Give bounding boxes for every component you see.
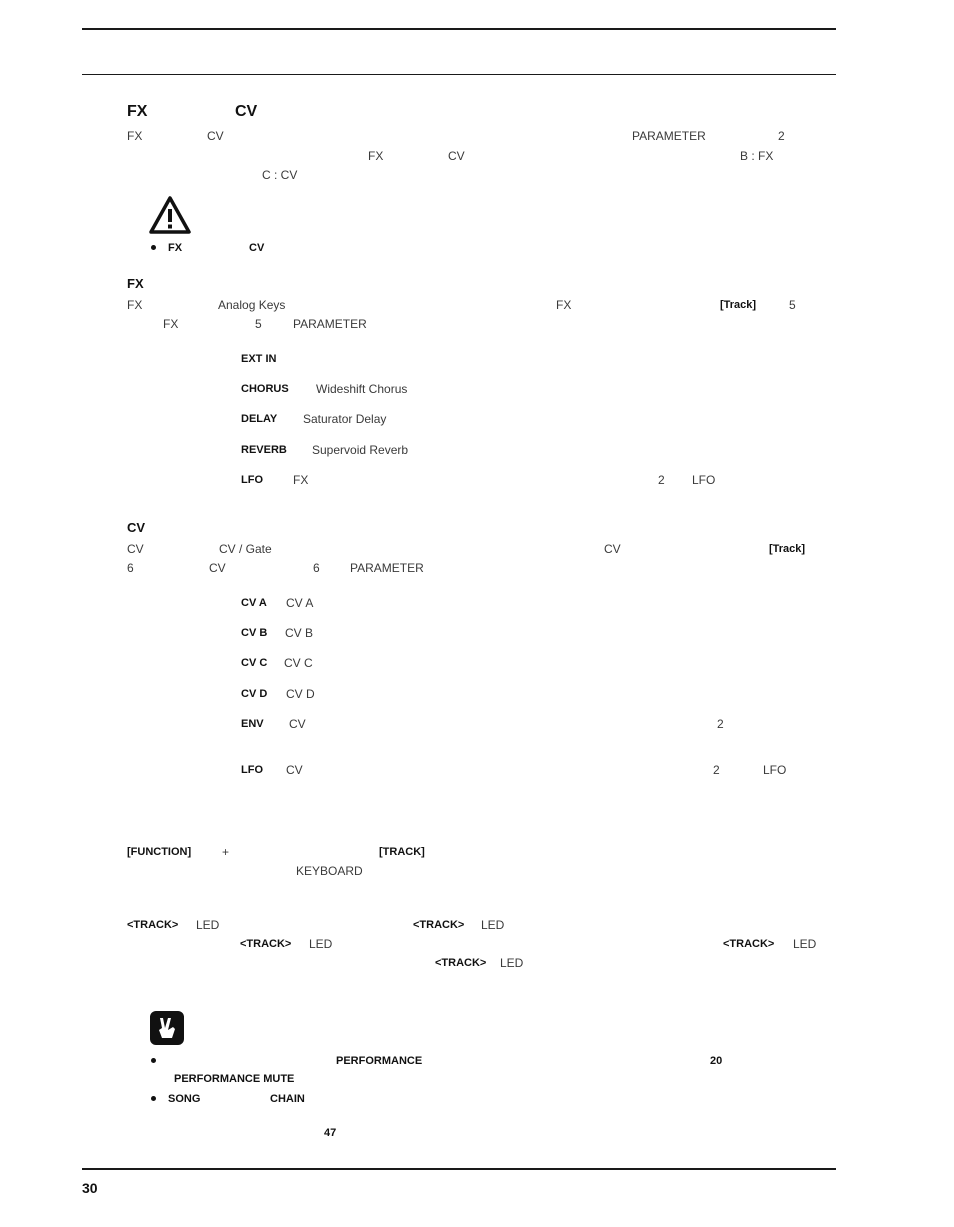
cv-para2-six: 6	[127, 561, 134, 575]
led-label: LED	[793, 937, 817, 951]
cv-item-key: CV A	[241, 597, 267, 609]
track-key: [TRACK]	[379, 846, 425, 858]
cv-item-lfo: LFO	[763, 763, 787, 777]
cv-item-value: CV	[286, 763, 303, 777]
cv-item-key: ENV	[241, 718, 264, 730]
function-key: [FUNCTION]	[127, 846, 192, 858]
header-bottom-rule	[82, 74, 836, 75]
led-label: LED	[481, 918, 505, 932]
fx-item-value: FX	[293, 473, 309, 487]
tip-performance-mute: PERFORMANCE MUTE	[174, 1073, 295, 1085]
para3-c-cv: C : CV	[262, 168, 298, 182]
plus-sign: +	[222, 845, 230, 859]
para2-fx: FX	[368, 149, 384, 163]
para1-cv: CV	[207, 129, 224, 143]
fx-para-fx2: FX	[556, 298, 572, 312]
cv-para-track-key: [Track]	[769, 543, 806, 555]
warning-fx: FX	[168, 242, 183, 254]
fx-item-key: LFO	[241, 474, 263, 486]
cv-para-cv: CV	[127, 542, 144, 556]
cv-para2-six-b: 6	[313, 561, 320, 575]
led-label: LED	[500, 956, 524, 970]
fx-para2-five: 5	[255, 317, 262, 331]
cv-item-key: CV C	[241, 657, 268, 669]
fx-track-heading: FX	[127, 276, 144, 291]
cv-track-heading: CV	[127, 520, 146, 535]
fx-item-key: EXT IN	[241, 353, 277, 365]
cv-item-key: CV B	[241, 627, 268, 639]
fx-item-value: Supervoid Reverb	[312, 443, 409, 457]
warning-cv: CV	[249, 242, 265, 254]
cv-item-value: CV C	[284, 656, 313, 670]
fx-para2-fx: FX	[163, 317, 179, 331]
fx-para-analog-keys: Analog Keys	[218, 298, 286, 312]
footer-rule	[82, 1168, 836, 1170]
section-heading-fx: FX	[127, 103, 148, 120]
fx-item-value: Wideshift Chorus	[316, 382, 408, 396]
cv-item-value: CV A	[286, 596, 314, 610]
track-led-key: <TRACK>	[127, 919, 179, 931]
track-led-key: <TRACK>	[435, 957, 487, 969]
para1-parameter: PARAMETER	[632, 129, 706, 143]
tip-page-20: 20	[710, 1055, 723, 1067]
fx-item-number: 2	[658, 473, 665, 487]
tip-song: SONG	[168, 1093, 201, 1105]
track-led-key: <TRACK>	[723, 938, 775, 950]
section-heading-cv: CV	[235, 103, 258, 120]
fx-item-value: Saturator Delay	[303, 412, 387, 426]
cv-item-key: CV D	[241, 688, 268, 700]
fx-para-track-key: [Track]	[720, 299, 757, 311]
fx-para2-parameter: PARAMETER	[293, 317, 367, 331]
page-number: 30	[82, 1180, 98, 1196]
fx-item-lfo: LFO	[692, 473, 716, 487]
cv-para2-cv: CV	[209, 561, 226, 575]
track-led-key: <TRACK>	[240, 938, 292, 950]
fx-para-five: 5	[789, 298, 796, 312]
tip-page-47: 47	[324, 1127, 337, 1139]
led-label: LED	[309, 937, 333, 951]
cv-item-value: CV D	[286, 687, 315, 701]
para1-two: 2	[778, 129, 785, 143]
cv-para-cv2: CV	[604, 542, 621, 556]
cv-item-number: 2	[713, 763, 720, 777]
fx-item-key: REVERB	[241, 444, 287, 456]
para2-b-fx: B : FX	[740, 149, 774, 163]
cv-para2-parameter: PARAMETER	[350, 561, 424, 575]
para2-cv: CV	[448, 149, 465, 163]
cv-para-cv-gate: CV / Gate	[219, 542, 272, 556]
warning-triangle-icon	[148, 195, 192, 235]
fx-para-fx: FX	[127, 298, 143, 312]
header-top-rule	[82, 28, 836, 30]
cv-item-value: CV B	[285, 626, 314, 640]
led-label: LED	[196, 918, 220, 932]
cv-item-key: LFO	[241, 764, 263, 776]
track-led-key: <TRACK>	[413, 919, 465, 931]
bullet	[151, 1096, 156, 1101]
peace-hand-icon	[149, 1010, 185, 1046]
para1-fx: FX	[127, 129, 143, 143]
fx-item-key: DELAY	[241, 413, 278, 425]
bullet	[151, 245, 156, 250]
keyboard-label: KEYBOARD	[296, 864, 363, 878]
tip-chain: CHAIN	[270, 1093, 305, 1105]
cv-item-number: 2	[717, 717, 724, 731]
fx-item-key: CHORUS	[241, 383, 289, 395]
cv-item-value: CV	[289, 717, 306, 731]
bullet	[151, 1058, 156, 1063]
tip-performance: PERFORMANCE	[336, 1055, 423, 1067]
